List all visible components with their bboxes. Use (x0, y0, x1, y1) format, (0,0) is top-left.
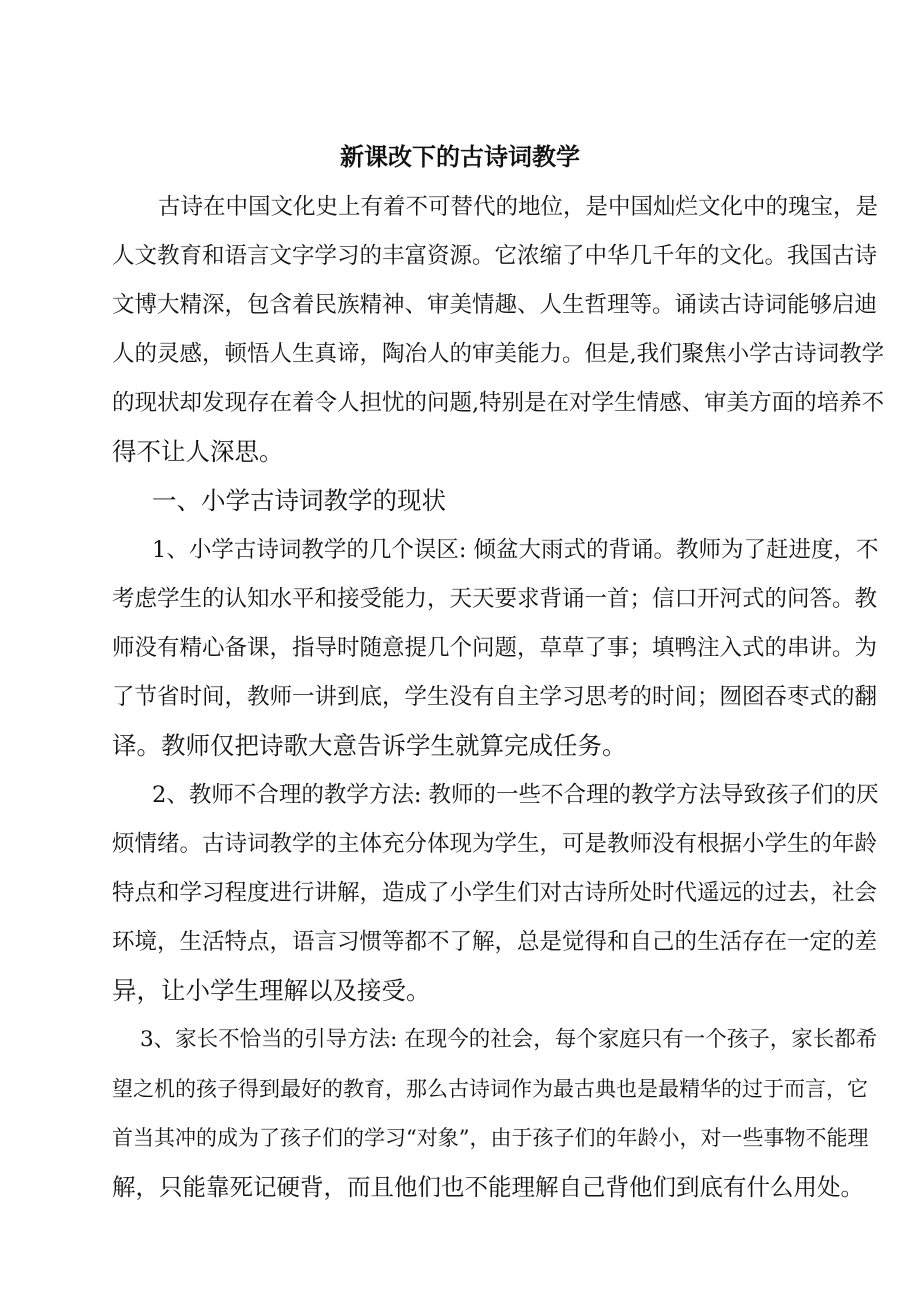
item1-line-4: 了节省时间，教师一讲到底，学生没有自主学习思考的时间；囫囵吞枣式的翻 (112, 684, 878, 710)
intro-line-4: 人的灵感，顿悟人生真谛，陶冶人的审美能力。但是,我们聚焦小学古诗词教学 (112, 341, 885, 367)
item3-line-2: 望之机的孩子得到最好的教育，那么古诗词作为最古典也是最精华的过于而言，它 (112, 1077, 868, 1101)
item2-line-4: 环境，生活特点，语言习惯等都不了解，总是觉得和自己的生活存在一定的差 (112, 929, 878, 955)
item3-line-1: 3、家长不恰当的引导方法: 在现今的社会，每个家庭只有一个孩子，家长都希 (140, 1027, 878, 1052)
document-title: 新课改下的古诗词教学 (340, 142, 580, 171)
item1-line-3: 师没有精心备课，指导时随意提几个问题，草草了事；填鸭注入式的串讲。为 (112, 635, 878, 661)
intro-line-6: 得不让人深思。 (112, 437, 284, 466)
intro-line-5: 的现状却发现存在着令人担忧的问题,特别是在对学生情感、审美方面的培养不 (112, 390, 885, 416)
item2-line-3: 特点和学习程度进行讲解，造成了小学生们对古诗所处时代遥远的过去，社会 (112, 880, 878, 906)
item1-line-2: 考虑学生的认知水平和接受能力，天天要求背诵一首；信口开河式的问答。教 (112, 586, 878, 612)
item1-line-5: 译。教师仅把诗歌大意告诉学生就算完成任务。 (112, 731, 627, 760)
section-heading: 一、小学古诗词教学的现状 (152, 486, 446, 515)
item2-line-1: 2、教师不合理的教学方法: 教师的一些不合理的教学方法导致孩子们的厌 (152, 782, 879, 808)
intro-line-3: 文博大精深，包含着民族精神、审美情趣、人生哲理等。诵读古诗词能够启迪 (112, 292, 878, 318)
intro-line-1: 古诗在中国文化史上有着不可替代的地位，是中国灿烂文化中的瑰宝，是 (158, 194, 879, 220)
item1-line-1: 1、小学古诗词教学的几个误区: 倾盆大雨式的背诵。教师为了赶进度，不 (152, 537, 879, 563)
item2-line-5: 异，让小学生理解以及接受。 (112, 976, 431, 1005)
item3-line-4: 解，只能靠死记硬背，而且他们也不能理解自己背他们到底有什么用处。 (112, 1173, 864, 1201)
item2-line-2: 烦情绪。古诗词教学的主体充分体现为学生，可是教师没有根据小学生的年龄 (112, 831, 878, 857)
item3-line-3: 首当其冲的成为了孩子们的学习“对象”，由于孩子们的年龄小，对一些事物不能理 (112, 1126, 869, 1150)
intro-line-2: 人文教育和语言文字学习的丰富资源。它浓缩了中华几千年的文化。我国古诗 (112, 243, 878, 269)
